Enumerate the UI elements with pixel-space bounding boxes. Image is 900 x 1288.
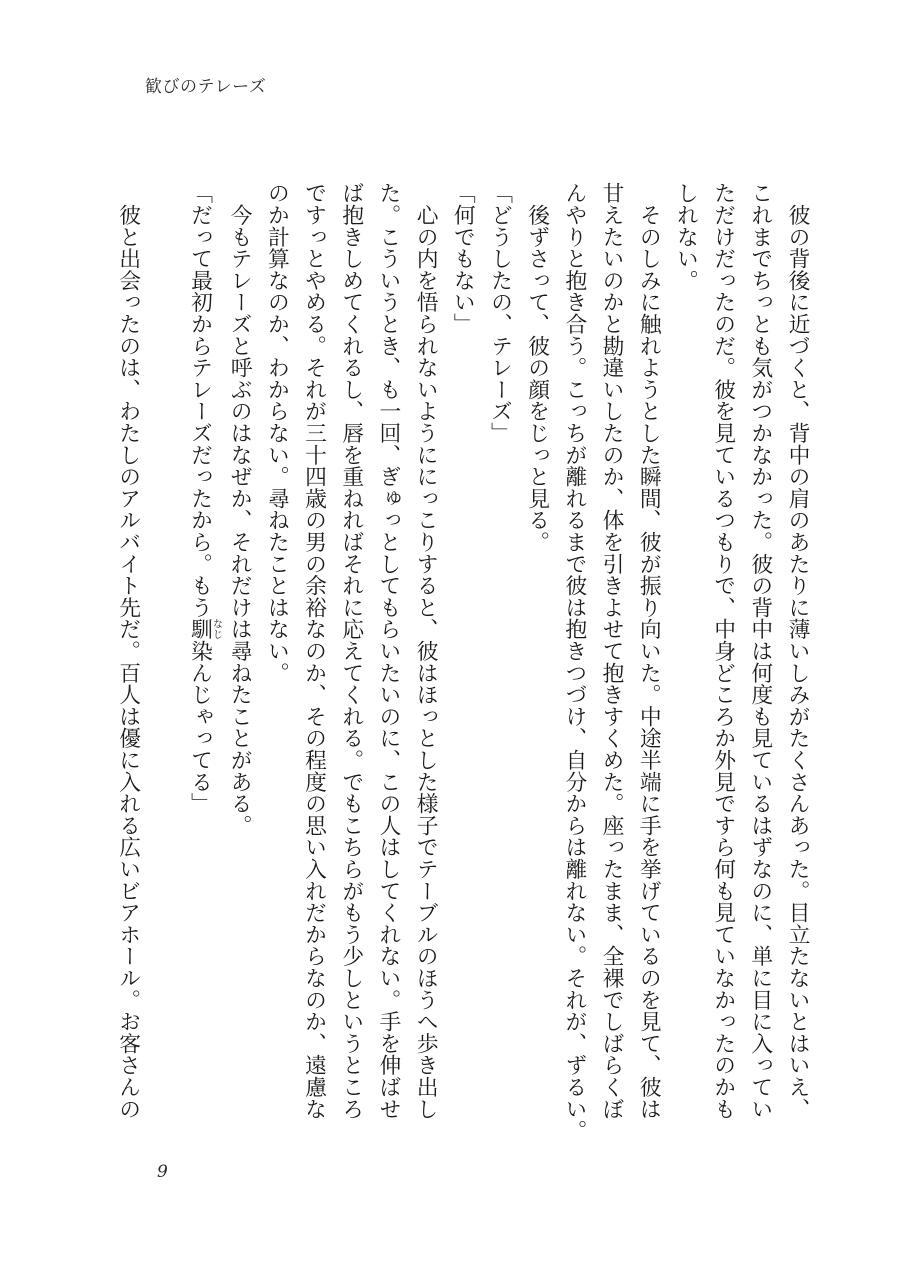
dialogue-column: 「何でもない」 — [450, 182, 476, 335]
text-column: そのしみに触れようとした瞬間、彼が振り向いた。中途半端に手を挙げているのを見て、彼は — [636, 182, 662, 1120]
page-number: 9 — [157, 1162, 168, 1182]
text-column: た。こういうとき、も一回、ぎゅっとしてもらいたいのに、この人はしてくれない。手を伸ばせ — [375, 182, 401, 1120]
running-header: 歓びのテレーズ — [145, 77, 267, 97]
dialogue-column-with-furigana — [184, 182, 221, 1162]
section-break — [147, 182, 184, 1162]
dialogue-column: 「どうしたの、テレーズ」 — [487, 182, 513, 444]
ruby-line-after: 染んじゃってる」 — [187, 639, 213, 815]
text-column: ですっとやめる。それが三十四歳の男の余裕なのか、その程度の思い入れだからなのか、遠慮な — [301, 182, 327, 1120]
text-column: んやりと抱き合う。こっちが離れるまで彼は抱きつづけ、自分からは離れない。それが、ずるい。 — [561, 182, 587, 1142]
ruby-base: 馴 — [187, 618, 213, 640]
text-column: 甘えたいのかと勘違いしたのか、体を引きよせて抱きすくめた。座ったまま、全裸でしばらくぼ — [599, 182, 625, 1120]
text-column: ただけだったのだ。彼を見ているつもりで、中身どころか外見ですら何も見ていなかったのかも — [710, 182, 736, 1120]
text-column: ば抱きしめてくれるし、唇を重ねればそれに応えてくれる。でもこちらがもう少しというところ — [338, 182, 364, 1120]
text-column: 後ずさって、彼の顔をじっと見る。 — [524, 182, 550, 553]
ruby-reading: なじ — [210, 618, 222, 640]
ruby-line-before: 「だって最初からテレーズだったから。もう — [187, 182, 213, 618]
text-column: しれない。 — [673, 182, 699, 291]
text-column: のか計算なのか、わからない。尋ねたことはない。 — [264, 182, 290, 684]
body-text — [109, 182, 816, 1162]
text-column: 彼の背後に近づくと、背中の肩のあたりに薄いしみがたくさんあった。目立たないとはいえ、 — [785, 182, 810, 1120]
text-column: 彼と出会ったのは、わたしのアルバイト先だ。百人は優に入れる広いビアホール。お客さんの — [115, 182, 141, 1120]
text-column: 心の内を悟られないようににっこりすると、彼はほっとした様子でテーブルのほうへ歩き出し — [413, 182, 439, 1120]
text-column: これまでちっとも気がつかなかった。彼の背中は何度も見ているはずなのに、単に目に入ってい — [747, 182, 773, 1120]
text-column: 今もテレーズと呼ぶのはなぜか、それだけは尋ねたことがある。 — [227, 182, 253, 836]
furigana-word — [187, 618, 222, 640]
